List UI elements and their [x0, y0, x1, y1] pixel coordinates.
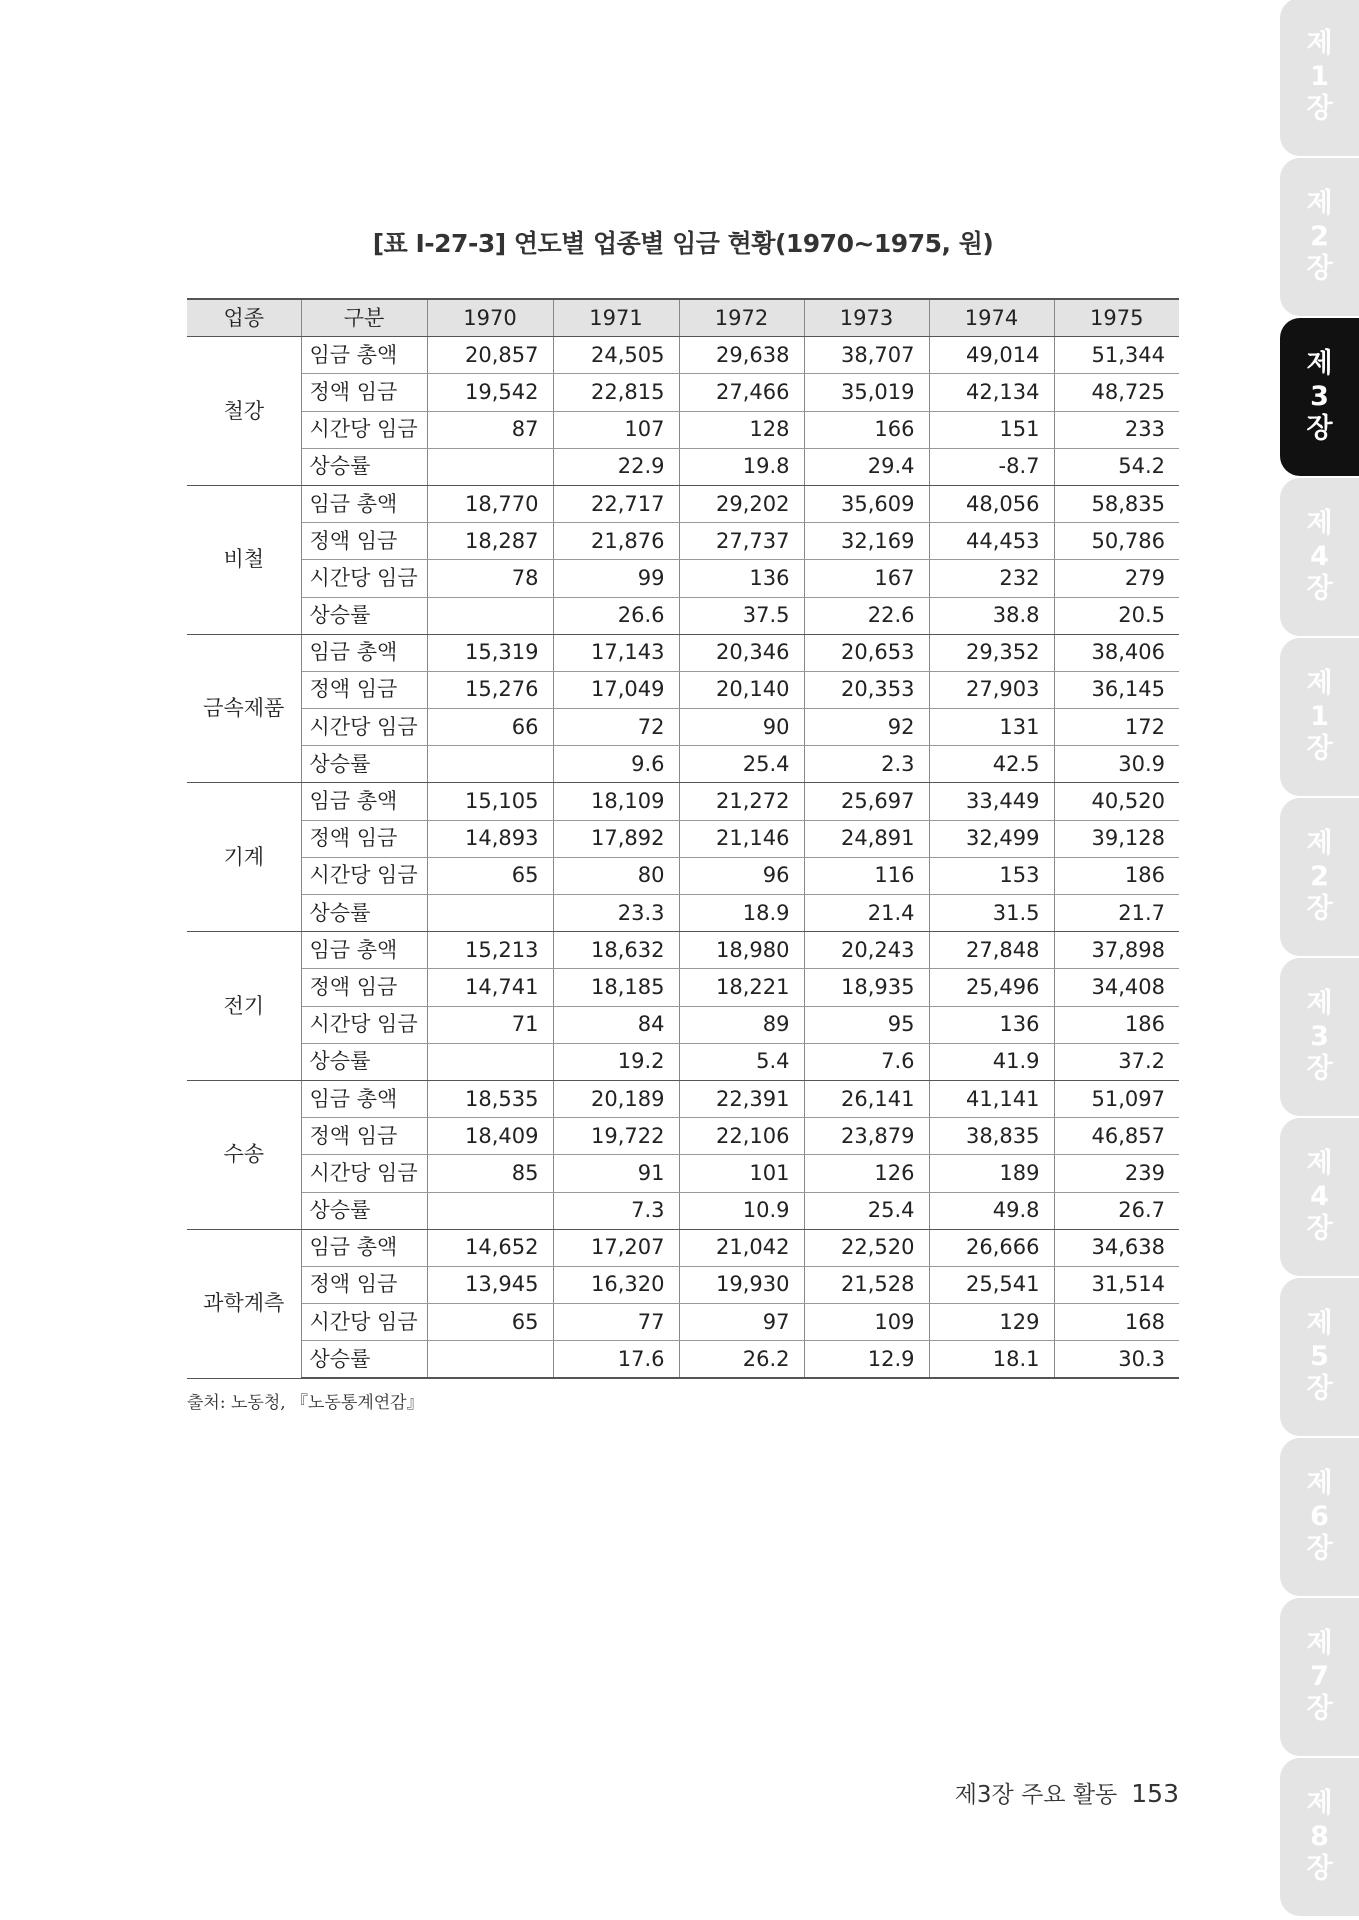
value-cell: 15,213: [427, 932, 553, 969]
table-row: [187, 671, 1179, 708]
metric-cell: 정액 임금: [301, 1266, 427, 1303]
value-cell: 172: [1054, 709, 1179, 746]
table-row: [187, 1229, 1179, 1266]
value-cell: 21.7: [1054, 895, 1179, 932]
value-cell: 2.3: [804, 746, 929, 783]
value-cell: 21,042: [679, 1229, 804, 1266]
value-cell: 136: [929, 1006, 1054, 1043]
metric-cell: 정액 임금: [301, 1118, 427, 1155]
industry-cell: 철강: [187, 337, 301, 486]
metric-cell: 임금 총액: [301, 337, 427, 374]
value-cell: 30.3: [1054, 1341, 1179, 1379]
header-year-1971: 1971: [553, 299, 679, 337]
chapter-tab[interactable]: [1280, 1278, 1359, 1436]
value-cell: 153: [929, 857, 1054, 894]
value-cell: 189: [929, 1155, 1054, 1192]
value-cell: 96: [679, 857, 804, 894]
value-cell: 35,019: [804, 374, 929, 411]
value-cell: 22.9: [553, 448, 679, 485]
chapter-tab[interactable]: [1280, 0, 1359, 156]
footer-chapter: 제3장 주요 활동: [954, 1782, 1118, 1808]
page-number: 153: [1131, 1779, 1179, 1808]
metric-cell: 임금 총액: [301, 783, 427, 820]
value-cell: 80: [553, 857, 679, 894]
value-cell: 38,707: [804, 337, 929, 374]
value-cell: 17,892: [553, 820, 679, 857]
value-cell: 48,056: [929, 485, 1054, 522]
value-cell: 7.3: [553, 1192, 679, 1229]
chapter-tab[interactable]: [1280, 158, 1359, 316]
table-row: [187, 709, 1179, 746]
metric-cell: 시간당 임금: [301, 560, 427, 597]
table-row: [187, 932, 1179, 969]
metric-cell: 정액 임금: [301, 671, 427, 708]
metric-cell: 시간당 임금: [301, 1155, 427, 1192]
table-row: [187, 1341, 1179, 1379]
chapter-tab[interactable]: [1280, 1118, 1359, 1276]
value-cell: 33,449: [929, 783, 1054, 820]
metric-cell: 정액 임금: [301, 374, 427, 411]
value-cell: 39,128: [1054, 820, 1179, 857]
industry-cell: 비철: [187, 485, 301, 634]
value-cell: 151: [929, 411, 1054, 448]
value-cell: 19.8: [679, 448, 804, 485]
header-category: 구분: [301, 299, 427, 337]
value-cell: 38.8: [929, 597, 1054, 634]
metric-cell: 시간당 임금: [301, 411, 427, 448]
value-cell: 29,202: [679, 485, 804, 522]
value-cell: 22,391: [679, 1080, 804, 1117]
chapter-tab-label: 제 5 장: [1306, 1307, 1333, 1405]
value-cell: 91: [553, 1155, 679, 1192]
value-cell: 23.3: [553, 895, 679, 932]
value-cell: 15,319: [427, 634, 553, 671]
value-cell: 18,535: [427, 1080, 553, 1117]
value-cell: 20.5: [1054, 597, 1179, 634]
value-cell: 90: [679, 709, 804, 746]
value-cell: 20,140: [679, 671, 804, 708]
value-cell: 27,903: [929, 671, 1054, 708]
value-cell: 20,653: [804, 634, 929, 671]
value-cell: 22,717: [553, 485, 679, 522]
value-cell: 32,169: [804, 523, 929, 560]
value-cell: 49.8: [929, 1192, 1054, 1229]
chapter-tab-label: 제 7 장: [1306, 1627, 1333, 1725]
value-cell: 25,697: [804, 783, 929, 820]
value-cell: 50,786: [1054, 523, 1179, 560]
table-row: [187, 895, 1179, 932]
industry-cell: 금속제품: [187, 634, 301, 783]
value-cell: 38,406: [1054, 634, 1179, 671]
value-cell: 24,891: [804, 820, 929, 857]
value-cell: 17,049: [553, 671, 679, 708]
value-cell: 72: [553, 709, 679, 746]
value-cell: 22.6: [804, 597, 929, 634]
value-cell: 19,722: [553, 1118, 679, 1155]
value-cell: 15,276: [427, 671, 553, 708]
value-cell: 38,835: [929, 1118, 1054, 1155]
value-cell: 166: [804, 411, 929, 448]
value-cell: 35,609: [804, 485, 929, 522]
metric-cell: 상승률: [301, 746, 427, 783]
metric-cell: 정액 임금: [301, 969, 427, 1006]
value-cell: 31.5: [929, 895, 1054, 932]
value-cell: 129: [929, 1304, 1054, 1341]
value-cell: 17,207: [553, 1229, 679, 1266]
value-cell: 9.6: [553, 746, 679, 783]
value-cell: [427, 1341, 553, 1379]
value-cell: 46,857: [1054, 1118, 1179, 1155]
metric-cell: 상승률: [301, 1341, 427, 1379]
value-cell: 51,344: [1054, 337, 1179, 374]
value-cell: 92: [804, 709, 929, 746]
value-cell: 97: [679, 1304, 804, 1341]
value-cell: 14,893: [427, 820, 553, 857]
metric-cell: 시간당 임금: [301, 857, 427, 894]
value-cell: 18,287: [427, 523, 553, 560]
table-row: [187, 783, 1179, 820]
value-cell: 233: [1054, 411, 1179, 448]
value-cell: 15,105: [427, 783, 553, 820]
table-row: [187, 560, 1179, 597]
table-row: [187, 634, 1179, 671]
table-row: [187, 1043, 1179, 1080]
table-row: [187, 1080, 1179, 1117]
chapter-tab-label: 제 3 장: [1306, 987, 1333, 1085]
value-cell: 18,935: [804, 969, 929, 1006]
industry-cell: 수송: [187, 1080, 301, 1229]
value-cell: 5.4: [679, 1043, 804, 1080]
value-cell: 18,409: [427, 1118, 553, 1155]
value-cell: 25,541: [929, 1266, 1054, 1303]
table-body: [187, 337, 1179, 1379]
value-cell: 65: [427, 857, 553, 894]
chapter-tabs: [1280, 0, 1359, 1920]
value-cell: 30.9: [1054, 746, 1179, 783]
table-row: [187, 1304, 1179, 1341]
value-cell: 21,272: [679, 783, 804, 820]
value-cell: 20,353: [804, 671, 929, 708]
value-cell: 37,898: [1054, 932, 1179, 969]
value-cell: 32,499: [929, 820, 1054, 857]
value-cell: 18.9: [679, 895, 804, 932]
chapter-tab[interactable]: [1280, 1598, 1359, 1756]
chapter-tab-label: 제 6 장: [1306, 1467, 1333, 1565]
value-cell: 21.4: [804, 895, 929, 932]
metric-cell: 상승률: [301, 895, 427, 932]
chapter-tab-label: 제 4 장: [1306, 1147, 1333, 1245]
value-cell: 19,930: [679, 1266, 804, 1303]
value-cell: 71: [427, 1006, 553, 1043]
value-cell: 10.9: [679, 1192, 804, 1229]
value-cell: 25.4: [804, 1192, 929, 1229]
industry-cell: 전기: [187, 932, 301, 1081]
value-cell: 26.6: [553, 597, 679, 634]
metric-cell: 시간당 임금: [301, 1304, 427, 1341]
value-cell: 239: [1054, 1155, 1179, 1192]
value-cell: 232: [929, 560, 1054, 597]
source-note: 출처: 노동청, 『노동통계연감』: [187, 1393, 424, 1413]
value-cell: 58,835: [1054, 485, 1179, 522]
value-cell: 22,520: [804, 1229, 929, 1266]
value-cell: 20,189: [553, 1080, 679, 1117]
table-row: [187, 597, 1179, 634]
table-row: [187, 448, 1179, 485]
metric-cell: 임금 총액: [301, 634, 427, 671]
value-cell: 7.6: [804, 1043, 929, 1080]
table-row: [187, 820, 1179, 857]
value-cell: 84: [553, 1006, 679, 1043]
value-cell: 29,638: [679, 337, 804, 374]
chapter-tab[interactable]: [1280, 1758, 1359, 1916]
metric-cell: 임금 총액: [301, 1080, 427, 1117]
table-row: [187, 1192, 1179, 1229]
value-cell: 101: [679, 1155, 804, 1192]
metric-cell: 시간당 임금: [301, 1006, 427, 1043]
value-cell: 78: [427, 560, 553, 597]
value-cell: 12.9: [804, 1341, 929, 1379]
value-cell: 186: [1054, 857, 1179, 894]
header-year-1974: 1974: [929, 299, 1054, 337]
value-cell: 22,815: [553, 374, 679, 411]
metric-cell: 임금 총액: [301, 485, 427, 522]
table-row: [187, 1266, 1179, 1303]
value-cell: 109: [804, 1304, 929, 1341]
value-cell: 49,014: [929, 337, 1054, 374]
value-cell: 136: [679, 560, 804, 597]
header-year-1970: 1970: [427, 299, 553, 337]
value-cell: 34,638: [1054, 1229, 1179, 1266]
table-row: [187, 337, 1179, 374]
chapter-tab-label: 제 1 장: [1306, 27, 1333, 125]
value-cell: 128: [679, 411, 804, 448]
value-cell: 21,528: [804, 1266, 929, 1303]
chapter-tab[interactable]: [1280, 638, 1359, 796]
value-cell: 168: [1054, 1304, 1179, 1341]
value-cell: 279: [1054, 560, 1179, 597]
metric-cell: 임금 총액: [301, 1229, 427, 1266]
value-cell: 13,945: [427, 1266, 553, 1303]
table-title: [표 Ⅰ-27-3] 연도별 업종별 임금 현황(1970~1975, 원): [372, 229, 994, 258]
value-cell: [427, 448, 553, 485]
value-cell: 20,243: [804, 932, 929, 969]
value-cell: 16,320: [553, 1266, 679, 1303]
table-row: [187, 411, 1179, 448]
value-cell: 31,514: [1054, 1266, 1179, 1303]
value-cell: 77: [553, 1304, 679, 1341]
value-cell: 167: [804, 560, 929, 597]
value-cell: 37.5: [679, 597, 804, 634]
value-cell: [427, 597, 553, 634]
value-cell: 29,352: [929, 634, 1054, 671]
value-cell: 26,141: [804, 1080, 929, 1117]
value-cell: 42,134: [929, 374, 1054, 411]
industry-cell: 과학계측: [187, 1229, 301, 1378]
value-cell: 44,453: [929, 523, 1054, 560]
value-cell: 131: [929, 709, 1054, 746]
value-cell: 18,185: [553, 969, 679, 1006]
table-row: [187, 523, 1179, 560]
table-row: [187, 374, 1179, 411]
chapter-tab[interactable]: [1280, 1438, 1359, 1596]
value-cell: 65: [427, 1304, 553, 1341]
value-cell: 18,221: [679, 969, 804, 1006]
metric-cell: 시간당 임금: [301, 709, 427, 746]
value-cell: 18,109: [553, 783, 679, 820]
value-cell: 19.2: [553, 1043, 679, 1080]
value-cell: 18,980: [679, 932, 804, 969]
value-cell: 20,346: [679, 634, 804, 671]
value-cell: 34,408: [1054, 969, 1179, 1006]
value-cell: 89: [679, 1006, 804, 1043]
chapter-tab[interactable]: [1280, 478, 1359, 636]
table-row: [187, 1155, 1179, 1192]
metric-cell: 상승률: [301, 1043, 427, 1080]
wage-table: [187, 298, 1179, 1379]
table-row: [187, 485, 1179, 522]
value-cell: 26.2: [679, 1341, 804, 1379]
value-cell: 41.9: [929, 1043, 1054, 1080]
value-cell: 95: [804, 1006, 929, 1043]
value-cell: 21,876: [553, 523, 679, 560]
value-cell: 19,542: [427, 374, 553, 411]
chapter-tab[interactable]: [1280, 798, 1359, 956]
value-cell: 23,879: [804, 1118, 929, 1155]
value-cell: [427, 746, 553, 783]
chapter-tab-label: 제 8 장: [1306, 1787, 1333, 1885]
value-cell: 18,632: [553, 932, 679, 969]
page-footer: [955, 1776, 1179, 1809]
value-cell: 24,505: [553, 337, 679, 374]
value-cell: 27,466: [679, 374, 804, 411]
value-cell: 14,741: [427, 969, 553, 1006]
table-row: [187, 969, 1179, 1006]
value-cell: -8.7: [929, 448, 1054, 485]
metric-cell: 상승률: [301, 597, 427, 634]
value-cell: 40,520: [1054, 783, 1179, 820]
value-cell: 18.1: [929, 1341, 1054, 1379]
value-cell: 27,848: [929, 932, 1054, 969]
value-cell: 66: [427, 709, 553, 746]
value-cell: 99: [553, 560, 679, 597]
value-cell: 25,496: [929, 969, 1054, 1006]
value-cell: 21,146: [679, 820, 804, 857]
value-cell: 116: [804, 857, 929, 894]
chapter-tab[interactable]: [1280, 318, 1359, 476]
value-cell: 42.5: [929, 746, 1054, 783]
value-cell: 22,106: [679, 1118, 804, 1155]
chapter-tab[interactable]: [1280, 958, 1359, 1116]
value-cell: 18,770: [427, 485, 553, 522]
value-cell: 26,666: [929, 1229, 1054, 1266]
value-cell: 14,652: [427, 1229, 553, 1266]
value-cell: 27,737: [679, 523, 804, 560]
metric-cell: 상승률: [301, 1192, 427, 1229]
value-cell: [427, 895, 553, 932]
value-cell: 54.2: [1054, 448, 1179, 485]
table-row: [187, 1118, 1179, 1155]
chapter-tab-label: 제 3 장: [1306, 347, 1333, 445]
value-cell: 41,141: [929, 1080, 1054, 1117]
value-cell: 17.6: [553, 1341, 679, 1379]
metric-cell: 정액 임금: [301, 820, 427, 857]
value-cell: 186: [1054, 1006, 1179, 1043]
value-cell: 87: [427, 411, 553, 448]
header-year-1975: 1975: [1054, 299, 1179, 337]
metric-cell: 상승률: [301, 448, 427, 485]
value-cell: 51,097: [1054, 1080, 1179, 1117]
chapter-tab-label: 제 4 장: [1306, 507, 1333, 605]
metric-cell: 임금 총액: [301, 932, 427, 969]
value-cell: 85: [427, 1155, 553, 1192]
header-industry: 업종: [187, 299, 301, 337]
table-row: [187, 746, 1179, 783]
chapter-tab-label: 제 1 장: [1306, 667, 1333, 765]
value-cell: 29.4: [804, 448, 929, 485]
value-cell: 36,145: [1054, 671, 1179, 708]
table-header-row: [187, 299, 1179, 337]
value-cell: 25.4: [679, 746, 804, 783]
metric-cell: 정액 임금: [301, 523, 427, 560]
value-cell: 107: [553, 411, 679, 448]
chapter-tab-label: 제 2 장: [1306, 187, 1333, 285]
table-row: [187, 1006, 1179, 1043]
value-cell: 126: [804, 1155, 929, 1192]
table-row: [187, 857, 1179, 894]
value-cell: 26.7: [1054, 1192, 1179, 1229]
value-cell: [427, 1192, 553, 1229]
value-cell: 37.2: [1054, 1043, 1179, 1080]
value-cell: 17,143: [553, 634, 679, 671]
value-cell: 20,857: [427, 337, 553, 374]
chapter-tab-label: 제 2 장: [1306, 827, 1333, 925]
industry-cell: 기계: [187, 783, 301, 932]
header-year-1972: 1972: [679, 299, 804, 337]
value-cell: [427, 1043, 553, 1080]
header-year-1973: 1973: [804, 299, 929, 337]
value-cell: 48,725: [1054, 374, 1179, 411]
